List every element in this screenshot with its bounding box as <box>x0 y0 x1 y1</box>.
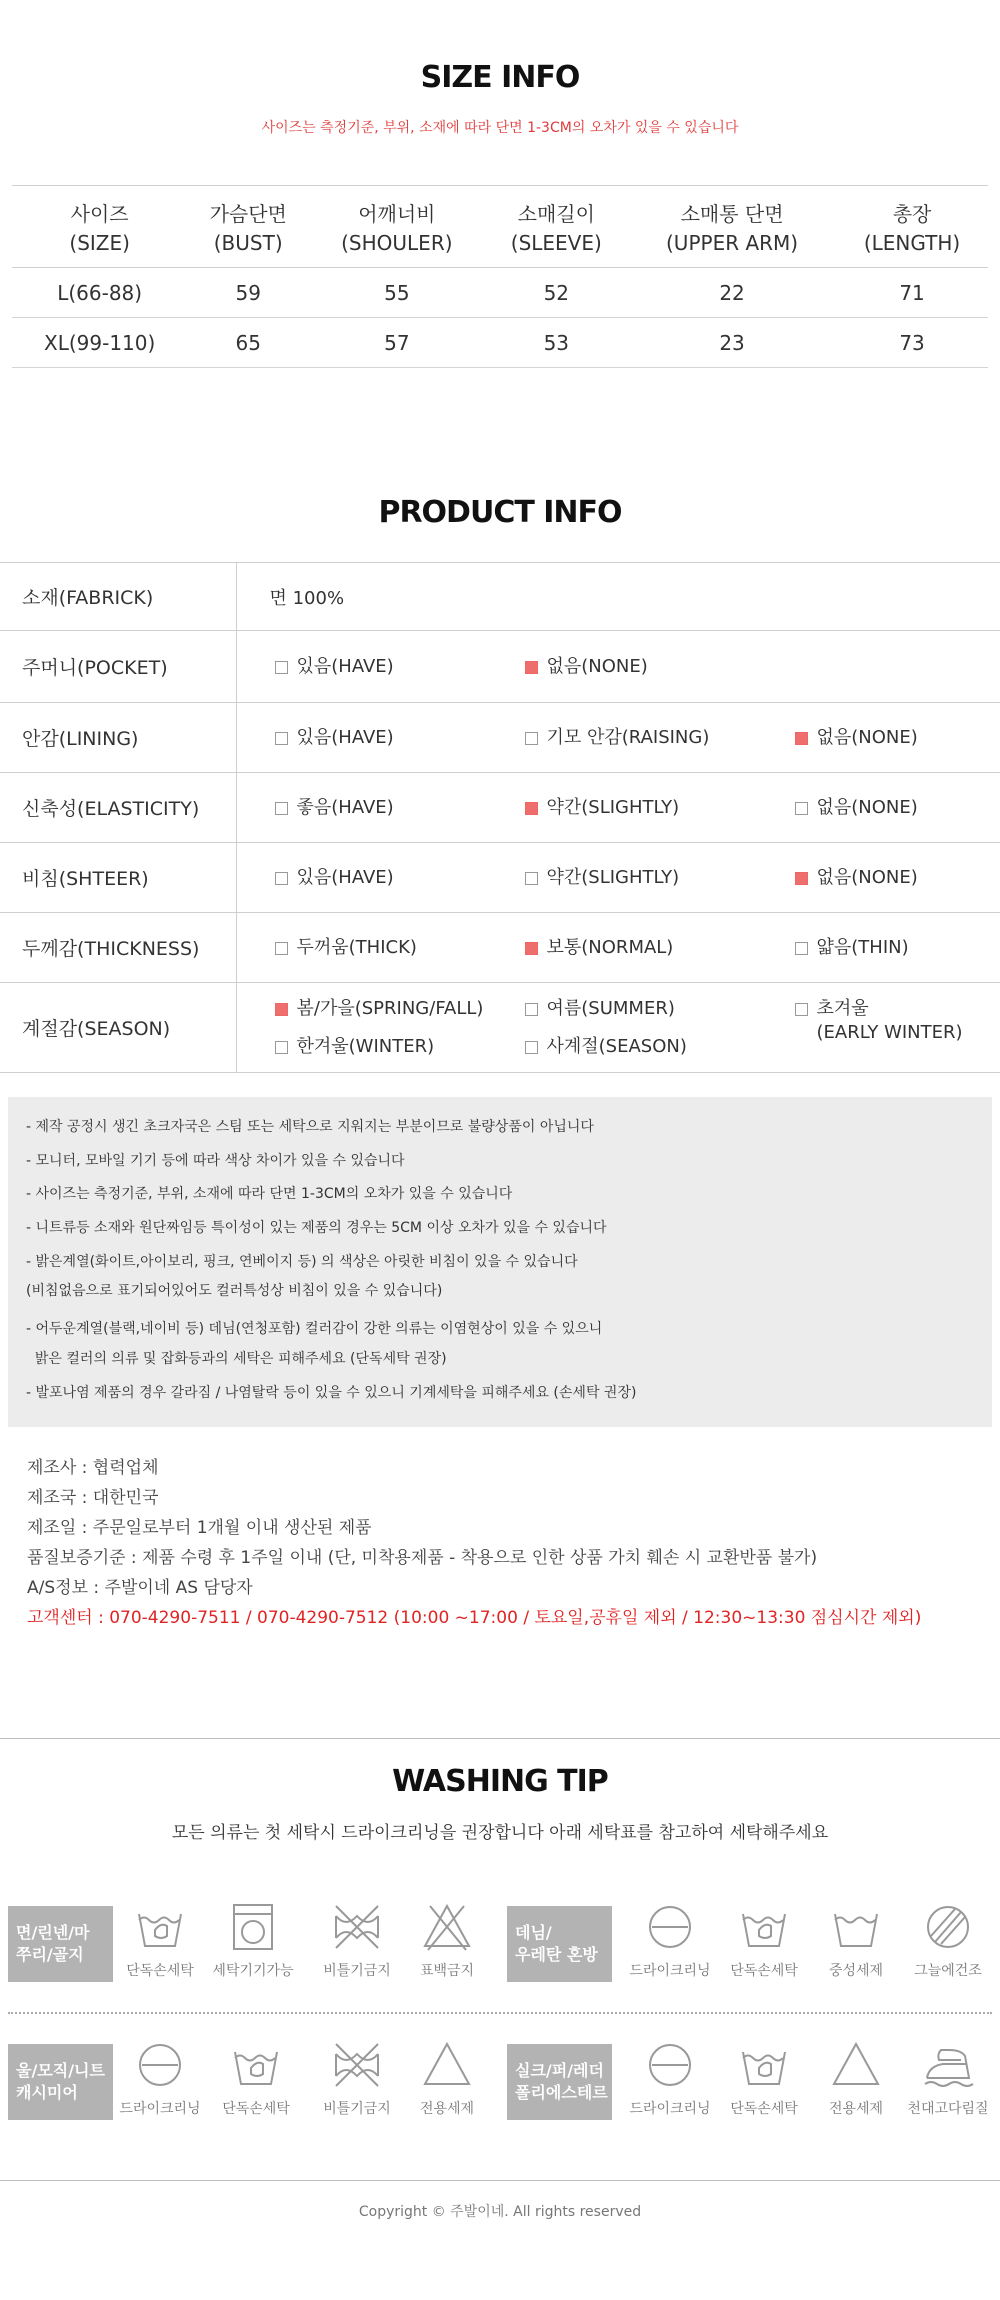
maker-line: 제조사 : 협력업체 <box>27 1458 159 1478</box>
divider <box>0 1738 1000 1739</box>
no-wring-item: 비틀기금지 <box>307 1900 407 1980</box>
notice-line: - 발포나염 제품의 경우 갈라짐 / 나염탈락 등이 있을 수 있으니 기계세탁을 피해주세요 (손세탁 권장) <box>26 1384 637 1401</box>
size-header: 사이즈 (SIZE) <box>69 202 130 255</box>
notice-line: - 사이즈는 측정기준, 부위, 소재에 따라 단면 1-3CM의 오차가 있을 수 있습니다 <box>26 1186 513 1203</box>
category-denim: 데님/ 우레탄 혼방 <box>507 1906 612 1982</box>
notice-line: - 제작 공정시 생긴 초크자국은 스팀 또는 세탁으로 지워지는 부분이므로 불량상품이 아닙니다 <box>26 1119 594 1135</box>
size-note: 사이즈는 측정기준, 부위, 소재에 따라 단면 1-3CM의 오차가 있을 수 있습니다 <box>261 120 739 136</box>
dry-clean-item: 드라이크리닝 <box>620 1900 720 1980</box>
dry-clean-item: 드라이크리닝 <box>620 2038 720 2118</box>
table-cell: 52 <box>543 280 570 305</box>
machine-wash-item: 세탁기기가능 <box>203 1900 303 1980</box>
elasticity-option-slightly[interactable]: 약간(SLIGHTLY) <box>525 796 795 820</box>
washing-desc: 모든 의류는 첫 세탁시 드라이크리닝을 권장합니다 아래 세탁표를 참고하여 세탁해주세요 <box>171 1823 829 1843</box>
dotted-divider <box>8 2012 992 2014</box>
cloth-iron-item: 천대고다림질 <box>898 2038 998 2118</box>
quality-line: 품질보증기준 : 제품 수령 후 1주일 이내 (단, 미착용제품 - 착용으로 인한 상품 가치 훼손 시 교환반품 불가) <box>27 1548 818 1568</box>
table-cell: 22 <box>719 280 745 305</box>
triangle-icon <box>829 2038 883 2092</box>
special-detergent-item: 전용세제 <box>806 2038 906 2118</box>
category-silk: 실크/퍼/레더 폴리에스테르 <box>507 2044 612 2120</box>
no-wring-icon <box>330 1900 384 1954</box>
product-info-title: PRODUCT INFO <box>378 495 622 530</box>
category-wool: 울/모직/니트 캐시미어 <box>8 2044 113 2120</box>
notice-box <box>8 1097 992 1427</box>
checkbox[interactable] <box>275 732 288 745</box>
dry-clean-icon <box>643 1900 697 1954</box>
washing-tip-title: WASHING TIP <box>392 1764 608 1799</box>
length-header: 총장 (LENGTH) <box>863 202 961 255</box>
thickness-row <box>0 913 1000 983</box>
notice-line: - 모니터, 모바일 기기 등에 따라 색상 차이가 있을 수 있습니다 <box>26 1152 405 1169</box>
sheer-option-slightly[interactable]: 약간(SLIGHTLY) <box>525 866 795 890</box>
no-bleach-icon <box>420 1900 474 1954</box>
neutral-detergent-item: 중성세제 <box>806 1900 906 1980</box>
checkbox[interactable] <box>525 872 538 885</box>
table-row <box>12 318 988 368</box>
triangle-icon <box>420 2038 474 2092</box>
dry-clean-item: 드라이크리닝 <box>110 2038 210 2118</box>
thickness-option-thick[interactable]: 두꺼움(THICK) <box>275 936 525 960</box>
size-info-title: SIZE INFO <box>420 60 580 95</box>
checkbox[interactable] <box>795 802 808 815</box>
pocket-option-have[interactable]: 있음(HAVE) <box>275 655 525 679</box>
sheer-option-have[interactable]: 있음(HAVE) <box>275 866 525 890</box>
table-row <box>12 268 988 318</box>
table-cell: 65 <box>235 330 261 355</box>
notice-line: (비침없음으로 표기되어있어도 컬러특성상 비침이 있을 수 있습니다) <box>26 1283 443 1300</box>
sheer-row <box>0 843 1000 913</box>
lining-option-none[interactable]: 없음(NONE) <box>795 726 918 750</box>
table-cell: 73 <box>899 330 925 355</box>
copyright: Copyright © 주발이네. All rights reserved <box>358 2204 642 2220</box>
pocket-label: 주머니(POCKET) <box>0 631 236 703</box>
bust-header: 가슴단면 (BUST) <box>209 202 287 255</box>
elasticity-label: 신축성(ELASTICITY) <box>0 773 236 843</box>
notice-line: - 어두운계열(블랙,네이비 등) 데님(연청포함) 컬러감이 강한 의류는 이염현상이 있을 수 있으니 <box>26 1321 603 1338</box>
hand-wash-item: 단독손세탁 <box>714 2038 814 2118</box>
notice-line: 밝은 컬러의 의류 및 잡화등과의 세탁은 피해주세요 (단독세탁 권장) <box>26 1350 447 1367</box>
checkbox-checked[interactable] <box>525 661 538 674</box>
lining-row <box>0 703 1000 773</box>
hand-wash-icon <box>737 2038 791 2092</box>
checkbox[interactable] <box>525 1003 538 1016</box>
wash-row <box>0 1900 1000 2010</box>
sleeve-header: 소매길이 (SLEEVE) <box>510 202 602 255</box>
sheer-option-none[interactable]: 없음(NONE) <box>795 866 918 890</box>
iron-icon <box>921 2038 975 2092</box>
checkbox-checked[interactable] <box>795 872 808 885</box>
season-option-winter[interactable]: 한겨울(WINTER) <box>275 1035 525 1059</box>
checkbox[interactable] <box>795 1003 808 1016</box>
divider <box>0 2180 1000 2181</box>
table-cell: 59 <box>235 280 261 305</box>
date-line: 제조일 : 주문일로부터 1개월 이내 생산된 제품 <box>27 1518 372 1538</box>
size-table <box>12 185 988 368</box>
hand-wash-item: 단독손세탁 <box>206 2038 306 2118</box>
dry-clean-icon <box>133 2038 187 2092</box>
elasticity-option-none[interactable]: 없음(NONE) <box>795 796 918 820</box>
table-cell: L(66-88) <box>57 280 143 305</box>
as-line: A/S정보 : 주발이네 AS 담당자 <box>27 1578 253 1598</box>
season-row <box>0 983 1000 1073</box>
season-option-summer[interactable]: 여름(SUMMER) <box>525 997 795 1021</box>
hand-wash-item: 단독손세탁 <box>110 1900 210 1980</box>
hand-wash-item: 단독손세탁 <box>714 1900 814 1980</box>
washing-machine-icon <box>226 1900 280 1954</box>
notice-line: - 니트류등 소재와 원단짜임등 특이성이 있는 제품의 경우는 5CM 이상 오차가 있을 수 있습니다 <box>26 1220 607 1237</box>
checkbox[interactable] <box>275 872 288 885</box>
checkbox[interactable] <box>525 1041 538 1054</box>
hand-wash-icon <box>133 1900 187 1954</box>
table-cell: 71 <box>899 280 925 305</box>
checkbox[interactable] <box>275 802 288 815</box>
pocket-option-none[interactable]: 없음(NONE) <box>525 655 648 679</box>
country-line: 제조국 : 대한민국 <box>27 1488 159 1508</box>
checkbox[interactable] <box>275 942 288 955</box>
maker-info <box>27 1453 921 1633</box>
no-bleach-item: 표백금지 <box>397 1900 497 1980</box>
shade-dry-icon <box>921 1900 975 1954</box>
table-cell: XL(99-110) <box>44 330 156 355</box>
table-cell: 53 <box>543 330 570 355</box>
lining-option-raising[interactable]: 기모 안감(RAISING) <box>525 726 795 750</box>
size-table-header <box>12 186 988 268</box>
season-option-all[interactable]: 사계절(SEASON) <box>525 1035 795 1059</box>
checkbox-checked[interactable] <box>525 802 538 815</box>
elasticity-row <box>0 773 1000 843</box>
hand-wash-icon <box>737 1900 791 1954</box>
checkbox-checked[interactable] <box>275 1003 288 1016</box>
table-cell: 23 <box>719 330 745 355</box>
checkbox-checked[interactable] <box>525 942 538 955</box>
notice-line: - 밝은계열(화이트,아이보리, 핑크, 연베이지 등) 의 색상은 아릿한 비침이 있을 수 있습니다 <box>26 1253 578 1270</box>
checkbox[interactable] <box>275 1041 288 1054</box>
sheer-label: 비침(SHTEER) <box>0 843 236 913</box>
customer-center-line: 고객센터 : 070-4290-7511 / 070-4290-7512 (10:00 ~17:00 / 토요일,공휴일 제외 / 12:30~13:30 점심시간 제외) <box>27 1608 922 1628</box>
category-cotton-linen: 면/린넨/마 쭈리/골지 <box>8 1906 113 1982</box>
checkbox-checked[interactable] <box>795 732 808 745</box>
thickness-option-thin[interactable]: 얇음(THIN) <box>795 936 909 960</box>
table-cell: 57 <box>384 330 410 355</box>
lining-option-have[interactable]: 있음(HAVE) <box>275 726 525 750</box>
dry-clean-icon <box>643 2038 697 2092</box>
fabric-label: 소재(FABRICK) <box>0 563 236 631</box>
pocket-row <box>0 631 1000 703</box>
wash-row <box>0 2038 1000 2148</box>
checkbox[interactable] <box>525 732 538 745</box>
season-option-spring-fall[interactable]: 봄/가을(SPRING/FALL) <box>275 997 525 1021</box>
lining-label: 안감(LINING) <box>0 703 236 773</box>
no-wring-item: 비틀기금지 <box>307 2038 407 2118</box>
no-wring-icon <box>330 2038 384 2092</box>
fabric-row <box>0 563 1000 631</box>
checkbox[interactable] <box>795 942 808 955</box>
shoulder-header: 어깨너비 (SHOULER) <box>341 202 453 255</box>
hand-wash-icon <box>229 2038 283 2092</box>
season-option-early-winter[interactable]: 초겨울 (EARLY WINTER) <box>795 997 963 1045</box>
thickness-label: 두께감(THICKNESS) <box>0 913 236 983</box>
season-label: 계절감(SEASON) <box>0 983 236 1073</box>
shade-dry-item: 그늘에건조 <box>898 1900 998 1980</box>
upper-arm-header: 소매통 단면 (UPPER ARM) <box>666 202 799 255</box>
neutral-detergent-icon <box>829 1900 883 1954</box>
table-cell: 55 <box>384 280 410 305</box>
fabric-value: 면 100% <box>269 587 345 609</box>
special-detergent-item: 전용세제 <box>397 2038 497 2118</box>
product-table <box>0 562 1000 1073</box>
thickness-option-normal[interactable]: 보통(NORMAL) <box>525 936 795 960</box>
checkbox[interactable] <box>275 661 288 674</box>
elasticity-option-have[interactable]: 좋음(HAVE) <box>275 796 525 820</box>
